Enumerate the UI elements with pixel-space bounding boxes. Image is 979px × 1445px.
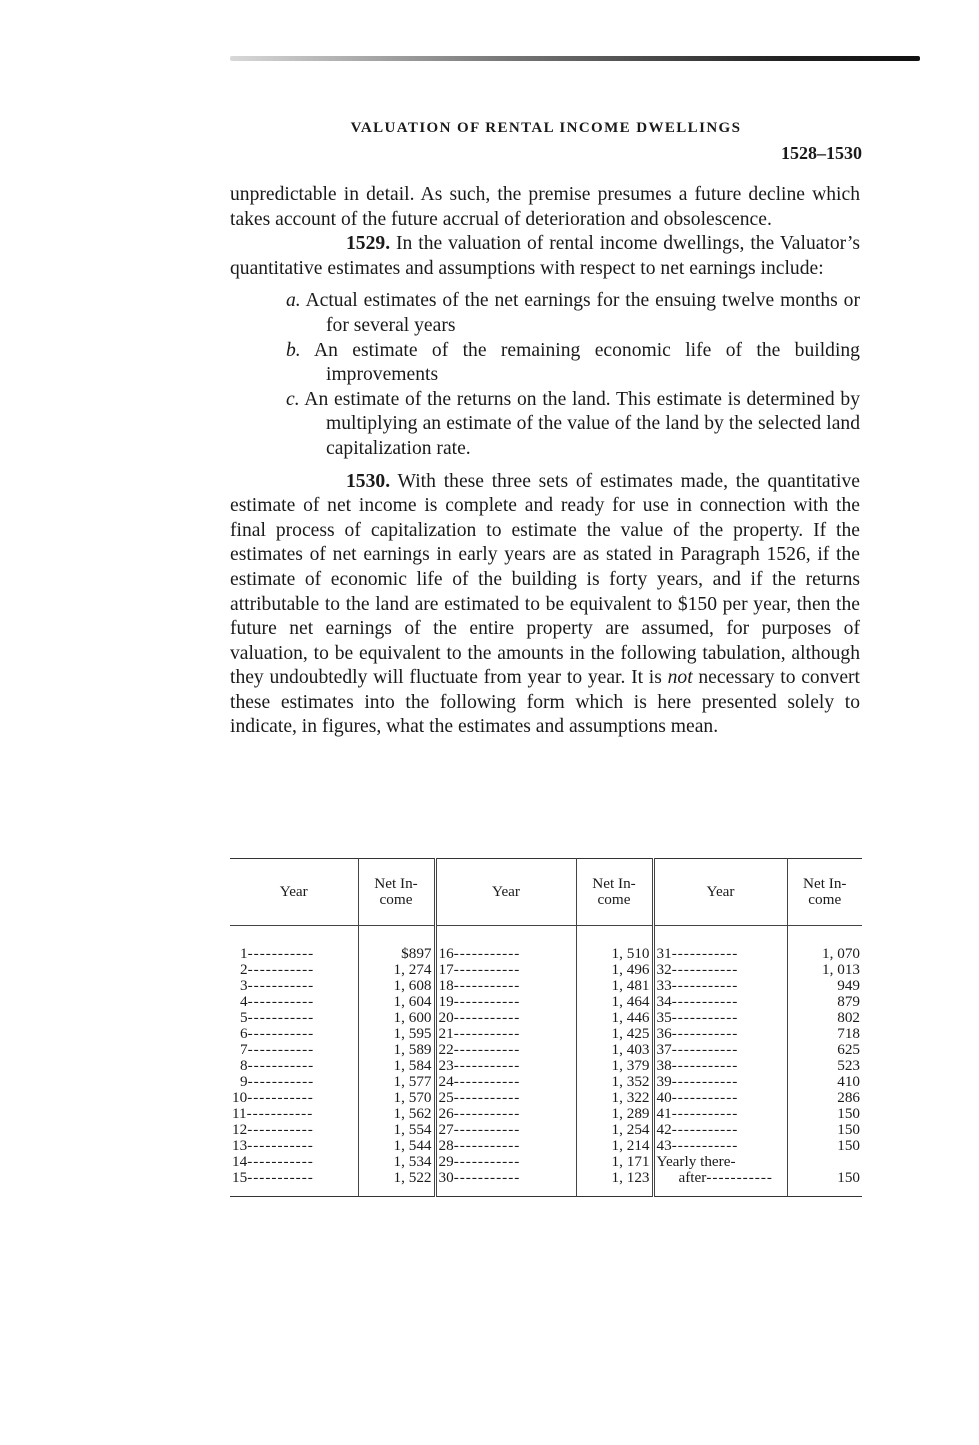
net-income-cell: 1, 534 <box>358 1154 435 1170</box>
col-header-year: Year <box>435 859 576 926</box>
net-income-cell: 1, 425 <box>576 1026 653 1042</box>
year-cell <box>230 1138 358 1154</box>
table-row <box>230 1026 862 1042</box>
net-income-cell: 1, 608 <box>358 978 435 994</box>
year-label: 2 <box>240 961 248 978</box>
year-cell <box>653 1106 787 1122</box>
table-row <box>230 962 862 978</box>
year-cell <box>230 1026 358 1042</box>
net-income-cell: 1, 562 <box>358 1106 435 1122</box>
dot-leader: ----------- <box>247 1121 314 1138</box>
dot-leader: ----------- <box>453 1041 521 1058</box>
year-label: 17 <box>438 961 454 978</box>
net-income-cell: 1, 446 <box>576 1010 653 1026</box>
year-label: 18 <box>438 977 454 994</box>
year-cell <box>435 962 576 978</box>
year-cell <box>435 1026 576 1042</box>
col-header-net-income: Net In- come <box>358 859 435 926</box>
dot-leader: ----------- <box>247 993 315 1010</box>
dot-leader: ----------- <box>671 1041 739 1058</box>
estimate-list <box>286 289 860 461</box>
table-row <box>230 1074 862 1090</box>
net-income-cell: 1, 600 <box>358 1010 435 1026</box>
net-income-cell: 1, 379 <box>576 1058 653 1074</box>
year-cell <box>230 1090 358 1106</box>
net-income-cell: 1, 510 <box>576 926 653 963</box>
net-income-cell: 150 <box>837 1105 860 1122</box>
net-income-cell <box>787 1154 862 1170</box>
year-cell <box>435 1058 576 1074</box>
paragraph-text: In the valuation of rental income dwellings, the Valuator’s quantitative estimates and assumptions with respect to net earnings include: <box>230 233 860 279</box>
net-income-cell: 1, 289 <box>576 1106 653 1122</box>
year-cell <box>653 1154 787 1170</box>
year-label: 43 <box>656 1137 672 1154</box>
year-label: 1 <box>240 945 248 962</box>
year-cell <box>653 994 787 1010</box>
year-cell <box>230 978 358 994</box>
year-label: 33 <box>656 977 672 994</box>
dot-leader: ----------- <box>453 1105 521 1122</box>
table-row <box>230 1090 862 1106</box>
net-income-cell: 1, 589 <box>358 1042 435 1058</box>
year-cell <box>230 1170 358 1197</box>
paragraph-number: 1529. <box>346 233 391 255</box>
paragraph-1530 <box>230 470 860 741</box>
table-row <box>230 1154 862 1170</box>
year-label: 41 <box>656 1105 672 1122</box>
year-label: 25 <box>438 1089 454 1106</box>
table-row <box>230 1058 862 1074</box>
year-cell <box>435 978 576 994</box>
table-row <box>230 1042 862 1058</box>
year-label: 11 <box>232 1105 247 1122</box>
year-label: 35 <box>656 1009 672 1026</box>
year-label: 20 <box>438 1009 454 1026</box>
dot-leader: ----------- <box>453 961 521 978</box>
top-rule <box>230 56 920 61</box>
paragraph-1529 <box>230 232 860 281</box>
list-item <box>286 388 860 462</box>
net-income-cell: 802 <box>837 1009 860 1026</box>
table-row <box>230 994 862 1010</box>
dot-leader: ----------- <box>671 961 739 978</box>
dot-leader: ----------- <box>671 993 739 1010</box>
dot-leader: ----------- <box>453 993 521 1010</box>
net-income-cell: 1, 013 <box>822 961 860 978</box>
dot-leader: ----------- <box>671 1009 739 1026</box>
net-income-cell: 1, 496 <box>576 962 653 978</box>
year-label: 5 <box>240 1009 248 1026</box>
year-label: 6 <box>240 1025 248 1042</box>
net-income-cell: 1, 214 <box>576 1138 653 1154</box>
net-income-cell: 1, 352 <box>576 1074 653 1090</box>
col-header-net-income: Net In- come <box>576 859 653 926</box>
year-label: 12 <box>232 1121 248 1138</box>
net-income-cell: 1, 544 <box>358 1138 435 1154</box>
year-cell <box>435 994 576 1010</box>
dot-leader: ----------- <box>671 1057 739 1074</box>
year-cell <box>653 926 787 963</box>
dot-leader: ----------- <box>453 1153 521 1170</box>
net-income-cell: 1, 584 <box>358 1058 435 1074</box>
year-label: after <box>678 1169 707 1186</box>
year-label: 27 <box>438 1121 454 1138</box>
year-label: 14 <box>232 1153 248 1170</box>
year-cell <box>653 1042 787 1058</box>
dot-leader: ----------- <box>453 1057 521 1074</box>
dot-leader: ----------- <box>453 1137 521 1154</box>
year-cell <box>230 1122 358 1138</box>
dot-leader: ----------- <box>706 1169 773 1186</box>
net-income-cell: 1, 554 <box>358 1122 435 1138</box>
table-row <box>230 1138 862 1154</box>
net-income-cell: 625 <box>837 1041 860 1058</box>
running-head: VALUATION OF RENTAL INCOME DWELLINGS <box>350 120 742 136</box>
list-item <box>286 289 860 338</box>
list-letter: a. <box>286 290 301 312</box>
dot-leader: ----------- <box>453 1089 521 1106</box>
year-label: 23 <box>438 1057 454 1074</box>
year-cell <box>435 926 576 963</box>
table-row <box>230 1170 862 1197</box>
table-row <box>230 1106 862 1122</box>
year-label: 40 <box>656 1089 672 1106</box>
net-income-table <box>230 858 862 1197</box>
net-income-cell: 1, 522 <box>358 1170 435 1197</box>
list-text: An estimate of the remaining economic life of the building improvements <box>313 339 860 386</box>
year-label: 13 <box>232 1137 248 1154</box>
paragraph-number: 1530. <box>346 470 391 492</box>
year-cell <box>653 1010 787 1026</box>
dot-leader: ----------- <box>671 1089 739 1106</box>
year-cell <box>435 1154 576 1170</box>
year-cell <box>653 1138 787 1154</box>
table-header-row <box>230 859 862 926</box>
year-label: 19 <box>438 993 454 1010</box>
dot-leader: ----------- <box>671 1073 739 1090</box>
dot-leader: ----------- <box>671 1137 739 1154</box>
dot-leader: ----------- <box>246 1105 314 1122</box>
dot-leader: ----------- <box>247 1153 314 1170</box>
year-cell <box>653 1074 787 1090</box>
dot-leader: ----------- <box>453 945 521 962</box>
net-income-cell: 1, 123 <box>576 1170 653 1197</box>
emphasis-text: not <box>667 667 693 689</box>
list-item <box>286 339 860 388</box>
year-cell <box>435 1138 576 1154</box>
year-cell <box>435 1106 576 1122</box>
year-cell <box>435 1170 576 1197</box>
dot-leader: ----------- <box>247 1025 315 1042</box>
dot-leader: ----------- <box>671 945 739 962</box>
year-cell <box>230 1042 358 1058</box>
net-income-cell: 879 <box>837 993 860 1010</box>
dot-leader: ----------- <box>247 1169 314 1186</box>
year-cell <box>230 1010 358 1026</box>
net-income-cell: $897 <box>358 926 435 963</box>
list-letter: b. <box>286 339 301 361</box>
list-text: Actual estimates of the net earnings for the ensuing twelve months or for several years <box>305 290 860 336</box>
paragraph-range: 1528–1530 <box>781 143 862 163</box>
table-body <box>230 926 862 1197</box>
dot-leader: ----------- <box>247 945 315 962</box>
year-cell <box>230 1058 358 1074</box>
year-label: 3 <box>240 977 248 994</box>
year-label: 38 <box>656 1057 672 1074</box>
year-cell <box>230 1106 358 1122</box>
list-text: An estimate of the returns on the land. This estimate is determined by multiplying an estimate of the value of the land by the selected land capitalization rate. <box>304 388 860 459</box>
net-income-cell: 1, 481 <box>576 978 653 994</box>
net-income-cell: 1, 274 <box>358 962 435 978</box>
net-income-cell: 1, 403 <box>576 1042 653 1058</box>
year-label: 4 <box>240 993 248 1010</box>
year-label: 10 <box>232 1089 248 1106</box>
year-cell <box>653 978 787 994</box>
net-income-cell: 1, 577 <box>358 1074 435 1090</box>
net-income-cell: 150 <box>837 1169 860 1186</box>
year-label: 42 <box>656 1121 672 1138</box>
year-cell <box>653 1122 787 1138</box>
dot-leader: ----------- <box>247 1057 315 1074</box>
paragraph-text: With these three sets of estimates made, the quantitative estimate of net income is complete and ready for use in connection with the final process of capitalization to estimate the value of the property. If the estimates of net earnings in early years are as stated in Paragraph 1526, if the estimate of economic life of the building is forty years, and if the returns attributable to the land are estimated to be equivalent to $150 per year, then the future net earnings of the entire property are assumed, for purposes of valuation, to be equivalent to the amounts in the following tabulation, although they undoubtedly will fluctuate from year to year. It is <box>230 470 860 689</box>
dot-leader: ----------- <box>671 977 739 994</box>
year-label: 30 <box>438 1169 454 1186</box>
year-label: Yearly there- <box>656 1153 736 1170</box>
net-income-cell: 410 <box>837 1073 860 1090</box>
year-cell <box>435 1042 576 1058</box>
year-label: 16 <box>438 945 454 962</box>
year-label: 22 <box>438 1041 454 1058</box>
year-label: 8 <box>240 1057 248 1074</box>
year-cell <box>230 1074 358 1090</box>
year-cell <box>653 1090 787 1106</box>
dot-leader: ----------- <box>671 1025 739 1042</box>
year-label: 26 <box>438 1105 454 1122</box>
year-label: 24 <box>438 1073 454 1090</box>
year-label: 39 <box>656 1073 672 1090</box>
year-label: 28 <box>438 1137 454 1154</box>
dot-leader: ----------- <box>247 1009 315 1026</box>
dot-leader: ----------- <box>247 1041 315 1058</box>
year-label: 37 <box>656 1041 672 1058</box>
year-label: 21 <box>438 1025 454 1042</box>
dot-leader: ----------- <box>671 1105 739 1122</box>
dot-leader: ----------- <box>453 1169 521 1186</box>
year-label: 31 <box>656 945 672 962</box>
year-label: 15 <box>232 1169 248 1186</box>
table-row <box>230 926 862 963</box>
net-income-cell: 949 <box>837 977 860 994</box>
net-income-cell: 1, 604 <box>358 994 435 1010</box>
year-cell <box>435 1122 576 1138</box>
table-row <box>230 978 862 994</box>
net-income-cell: 286 <box>837 1089 860 1106</box>
net-income-cell: 718 <box>837 1025 860 1042</box>
table-row <box>230 1010 862 1026</box>
year-cell <box>435 1074 576 1090</box>
dot-leader: ----------- <box>453 977 521 994</box>
year-cell <box>435 1090 576 1106</box>
dot-leader: ----------- <box>453 1025 521 1042</box>
year-cell <box>653 1026 787 1042</box>
dot-leader: ----------- <box>671 1121 739 1138</box>
col-header-year: Year <box>230 859 358 926</box>
net-income-cell: 1, 595 <box>358 1026 435 1042</box>
year-label: 7 <box>240 1041 248 1058</box>
year-label: 34 <box>656 993 672 1010</box>
dot-leader: ----------- <box>453 1073 521 1090</box>
net-income-cell: 1, 464 <box>576 994 653 1010</box>
year-label: 9 <box>240 1073 248 1090</box>
table-row <box>230 1122 862 1138</box>
year-cell <box>653 1170 787 1197</box>
dot-leader: ----------- <box>453 1009 521 1026</box>
dot-leader: ----------- <box>247 977 315 994</box>
year-label: 32 <box>656 961 672 978</box>
year-cell <box>230 926 358 963</box>
paragraph-1528-continued: unpredictable in detail. As such, the premise presumes a future decline which takes account of the future accrual of deterioration and obsolescence. <box>230 184 860 230</box>
body-text <box>230 183 860 740</box>
year-label: 36 <box>656 1025 672 1042</box>
year-cell <box>435 1010 576 1026</box>
dot-leader: ----------- <box>247 1137 314 1154</box>
net-income-cell: 1, 070 <box>822 945 860 962</box>
year-cell <box>230 1154 358 1170</box>
dot-leader: ----------- <box>247 1089 314 1106</box>
net-income-cell: 1, 171 <box>576 1154 653 1170</box>
year-label: 29 <box>438 1153 454 1170</box>
list-letter: c. <box>286 388 300 410</box>
year-cell <box>653 962 787 978</box>
net-income-cell: 1, 570 <box>358 1090 435 1106</box>
net-income-cell: 523 <box>837 1057 860 1074</box>
year-cell <box>230 994 358 1010</box>
dot-leader: ----------- <box>247 1073 315 1090</box>
year-cell <box>653 1058 787 1074</box>
year-cell <box>230 962 358 978</box>
net-income-cell: 150 <box>837 1137 860 1154</box>
col-header-net-income: Net In- come <box>787 859 862 926</box>
net-income-cell: 1, 254 <box>576 1122 653 1138</box>
paragraph-text: necessary to convert these estimates into the following form which is here presented solely to indicate, in figures, what the estimates and assumptions mean. <box>230 667 860 738</box>
net-income-cell: 1, 322 <box>576 1090 653 1106</box>
col-header-year: Year <box>653 859 787 926</box>
dot-leader: ----------- <box>247 961 315 978</box>
dot-leader: ----------- <box>453 1121 521 1138</box>
net-income-cell: 150 <box>837 1121 860 1138</box>
